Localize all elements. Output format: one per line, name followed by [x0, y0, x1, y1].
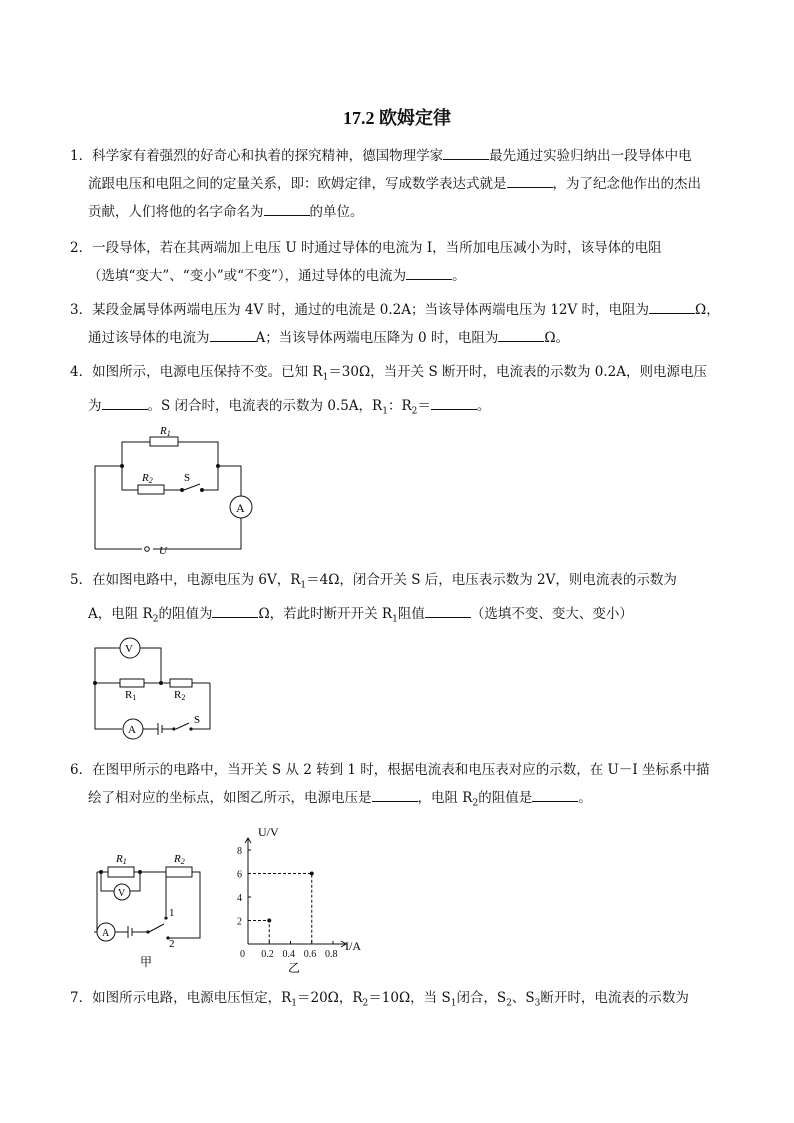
- resistor-r2: [138, 485, 164, 494]
- answer-blank[interactable]: [649, 299, 695, 314]
- x-tick-label: 0.2: [261, 949, 274, 960]
- figure-caption: 乙: [288, 961, 301, 975]
- svg-text:R1: R1: [116, 853, 127, 866]
- data-point: [267, 919, 271, 923]
- svg-text:1: 1: [169, 907, 175, 919]
- q4-line-2: 为 。S 闭合时，电流表的示数为 0.5A，$R_1$：$R_2=$ 。: [70, 392, 730, 426]
- resistor-r2: [166, 867, 192, 877]
- x-tick-label: 0.6: [303, 949, 317, 960]
- q6-circuit-diagram-jia: [90, 846, 210, 972]
- question-3: [70, 296, 730, 352]
- resistor-r1: [150, 437, 178, 446]
- question-1: [70, 142, 730, 226]
- q5-circuit-diagram: [90, 636, 220, 746]
- question-5: [70, 566, 730, 633]
- svg-text:V: V: [118, 888, 126, 899]
- switch-s: [176, 723, 189, 729]
- svg-text:R2: R2: [142, 472, 153, 485]
- answer-blank[interactable]: [406, 265, 452, 280]
- svg-text:U: U: [159, 545, 167, 557]
- switch-s: [184, 484, 200, 490]
- q1-line-1: 1．科学家有着强烈的好奇心和执着的探究精神，德国物理学家 最先通过实验归纳出一段导体中电: [70, 142, 730, 170]
- resistor-r1: [108, 867, 134, 877]
- question-7: [70, 984, 730, 1018]
- svg-text:2: 2: [169, 938, 175, 950]
- answer-blank[interactable]: [212, 603, 258, 618]
- switch-s: [149, 924, 164, 932]
- y-tick-label: 4: [237, 893, 242, 904]
- question-6: [70, 756, 730, 818]
- x-axis-label: I/A: [345, 939, 361, 953]
- x-tick-label: 0: [240, 949, 245, 960]
- answer-blank[interactable]: [507, 173, 553, 188]
- svg-text:S: S: [184, 472, 191, 484]
- q4-line-1: 4．如图所示，电源电压保持不变。已知 $R_1=30\Omega$，当开关 S 断开时，电流表的示数为 0.2A，则电源电压: [70, 364, 708, 383]
- guide-dashed-line: [248, 921, 269, 945]
- answer-blank[interactable]: [532, 787, 578, 802]
- q4-circuit-diagram: [90, 424, 260, 556]
- q6-line-2: 绘了相对应的坐标点，如图乙所示，电源电压是 ，电阻 $R_2$的阻值是 。: [70, 784, 730, 818]
- resistor-r1: [120, 679, 144, 687]
- x-tick-label: 0.4: [282, 949, 295, 960]
- data-point: [310, 872, 314, 876]
- question-4: [70, 358, 730, 425]
- y-axis-label: U/V: [258, 825, 279, 839]
- answer-blank[interactable]: [102, 395, 148, 410]
- resistor-r2: [170, 679, 192, 687]
- svg-text:V: V: [125, 643, 133, 655]
- q3-line-2: 通过该导体的电流为 A；当该导体两端电压降为 0 时，电阻为 Ω。: [70, 324, 730, 352]
- q7-line-1: 7．如图所示电路，电源电压恒定，$R_1=20\Omega$，$R_2=10\Omega$，当 $S_1$闭合，$S_2$、$S_3$断开时，电流表的示数为: [70, 990, 689, 1009]
- q3-line-1: 3．某段金属导体两端电压为 4V 时，通过的电流是 0.2A；当该导体两端电压为 12V 时，电阻为 Ω，: [70, 296, 730, 324]
- svg-text:A: A: [102, 928, 110, 939]
- svg-text:R1: R1: [125, 689, 137, 702]
- svg-text:A: A: [236, 501, 245, 515]
- page-title: 17.2 欧姆定律: [343, 108, 451, 128]
- answer-blank[interactable]: [425, 603, 471, 618]
- q6-ui-graph-yi: [228, 822, 378, 980]
- q6-line-1: 6．在图甲所示的电路中，当开关 S 从 2 转到 1 时，根据电流表和电压表对应的示数，在 U－I 坐标系中描: [70, 762, 710, 778]
- q5-line-1: 5．在如图电路中，电源电压为 6V，$R_1=4\Omega$，闭合开关 S 后，电压表示数为 2V，则电流表的示数为: [70, 572, 677, 591]
- y-tick-label: 6: [237, 869, 242, 881]
- y-tick-label: 8: [237, 846, 242, 857]
- svg-text:甲: 甲: [140, 955, 153, 969]
- q1-line-2: 流跟电压和电阻之间的定量关系，即：欧姆定律，写成数学表达式就是 ，为了纪念他作出的杰出: [70, 170, 730, 198]
- answer-blank[interactable]: [264, 201, 310, 216]
- q2-line-1: 2．一段导体，若在其两端加上电压 U 时通过导体的电流为 I，当所加电压减小为时，该导体的电阻: [70, 240, 662, 256]
- svg-text:S: S: [194, 714, 201, 726]
- x-tick-label: 0.8: [325, 949, 338, 960]
- answer-blank[interactable]: [431, 395, 477, 410]
- guide-dashed-line: [248, 874, 312, 945]
- q2-line-2: （选填“变大”、“变小”或“不变”），通过导体的电流为 。: [70, 262, 730, 290]
- q1-number: 1．: [70, 148, 93, 164]
- q1-line-3: 贡献，人们将他的名字命名为 的单位。: [70, 198, 730, 226]
- answer-blank[interactable]: [443, 145, 489, 160]
- q5-line-2: A，电阻 $R_2$的阻值为 Ω，若此时断开开关 $R_1$阻值 （选填不变、变大、变小）: [70, 600, 730, 634]
- y-tick-label: 2: [237, 916, 242, 928]
- svg-text:R1: R1: [160, 425, 171, 438]
- answer-blank[interactable]: [210, 327, 256, 342]
- answer-blank[interactable]: [372, 787, 418, 802]
- svg-text:R2: R2: [174, 853, 185, 866]
- svg-text:A: A: [128, 724, 136, 736]
- answer-blank[interactable]: [498, 327, 544, 342]
- question-2: [70, 234, 730, 290]
- svg-text:R2: R2: [174, 689, 186, 702]
